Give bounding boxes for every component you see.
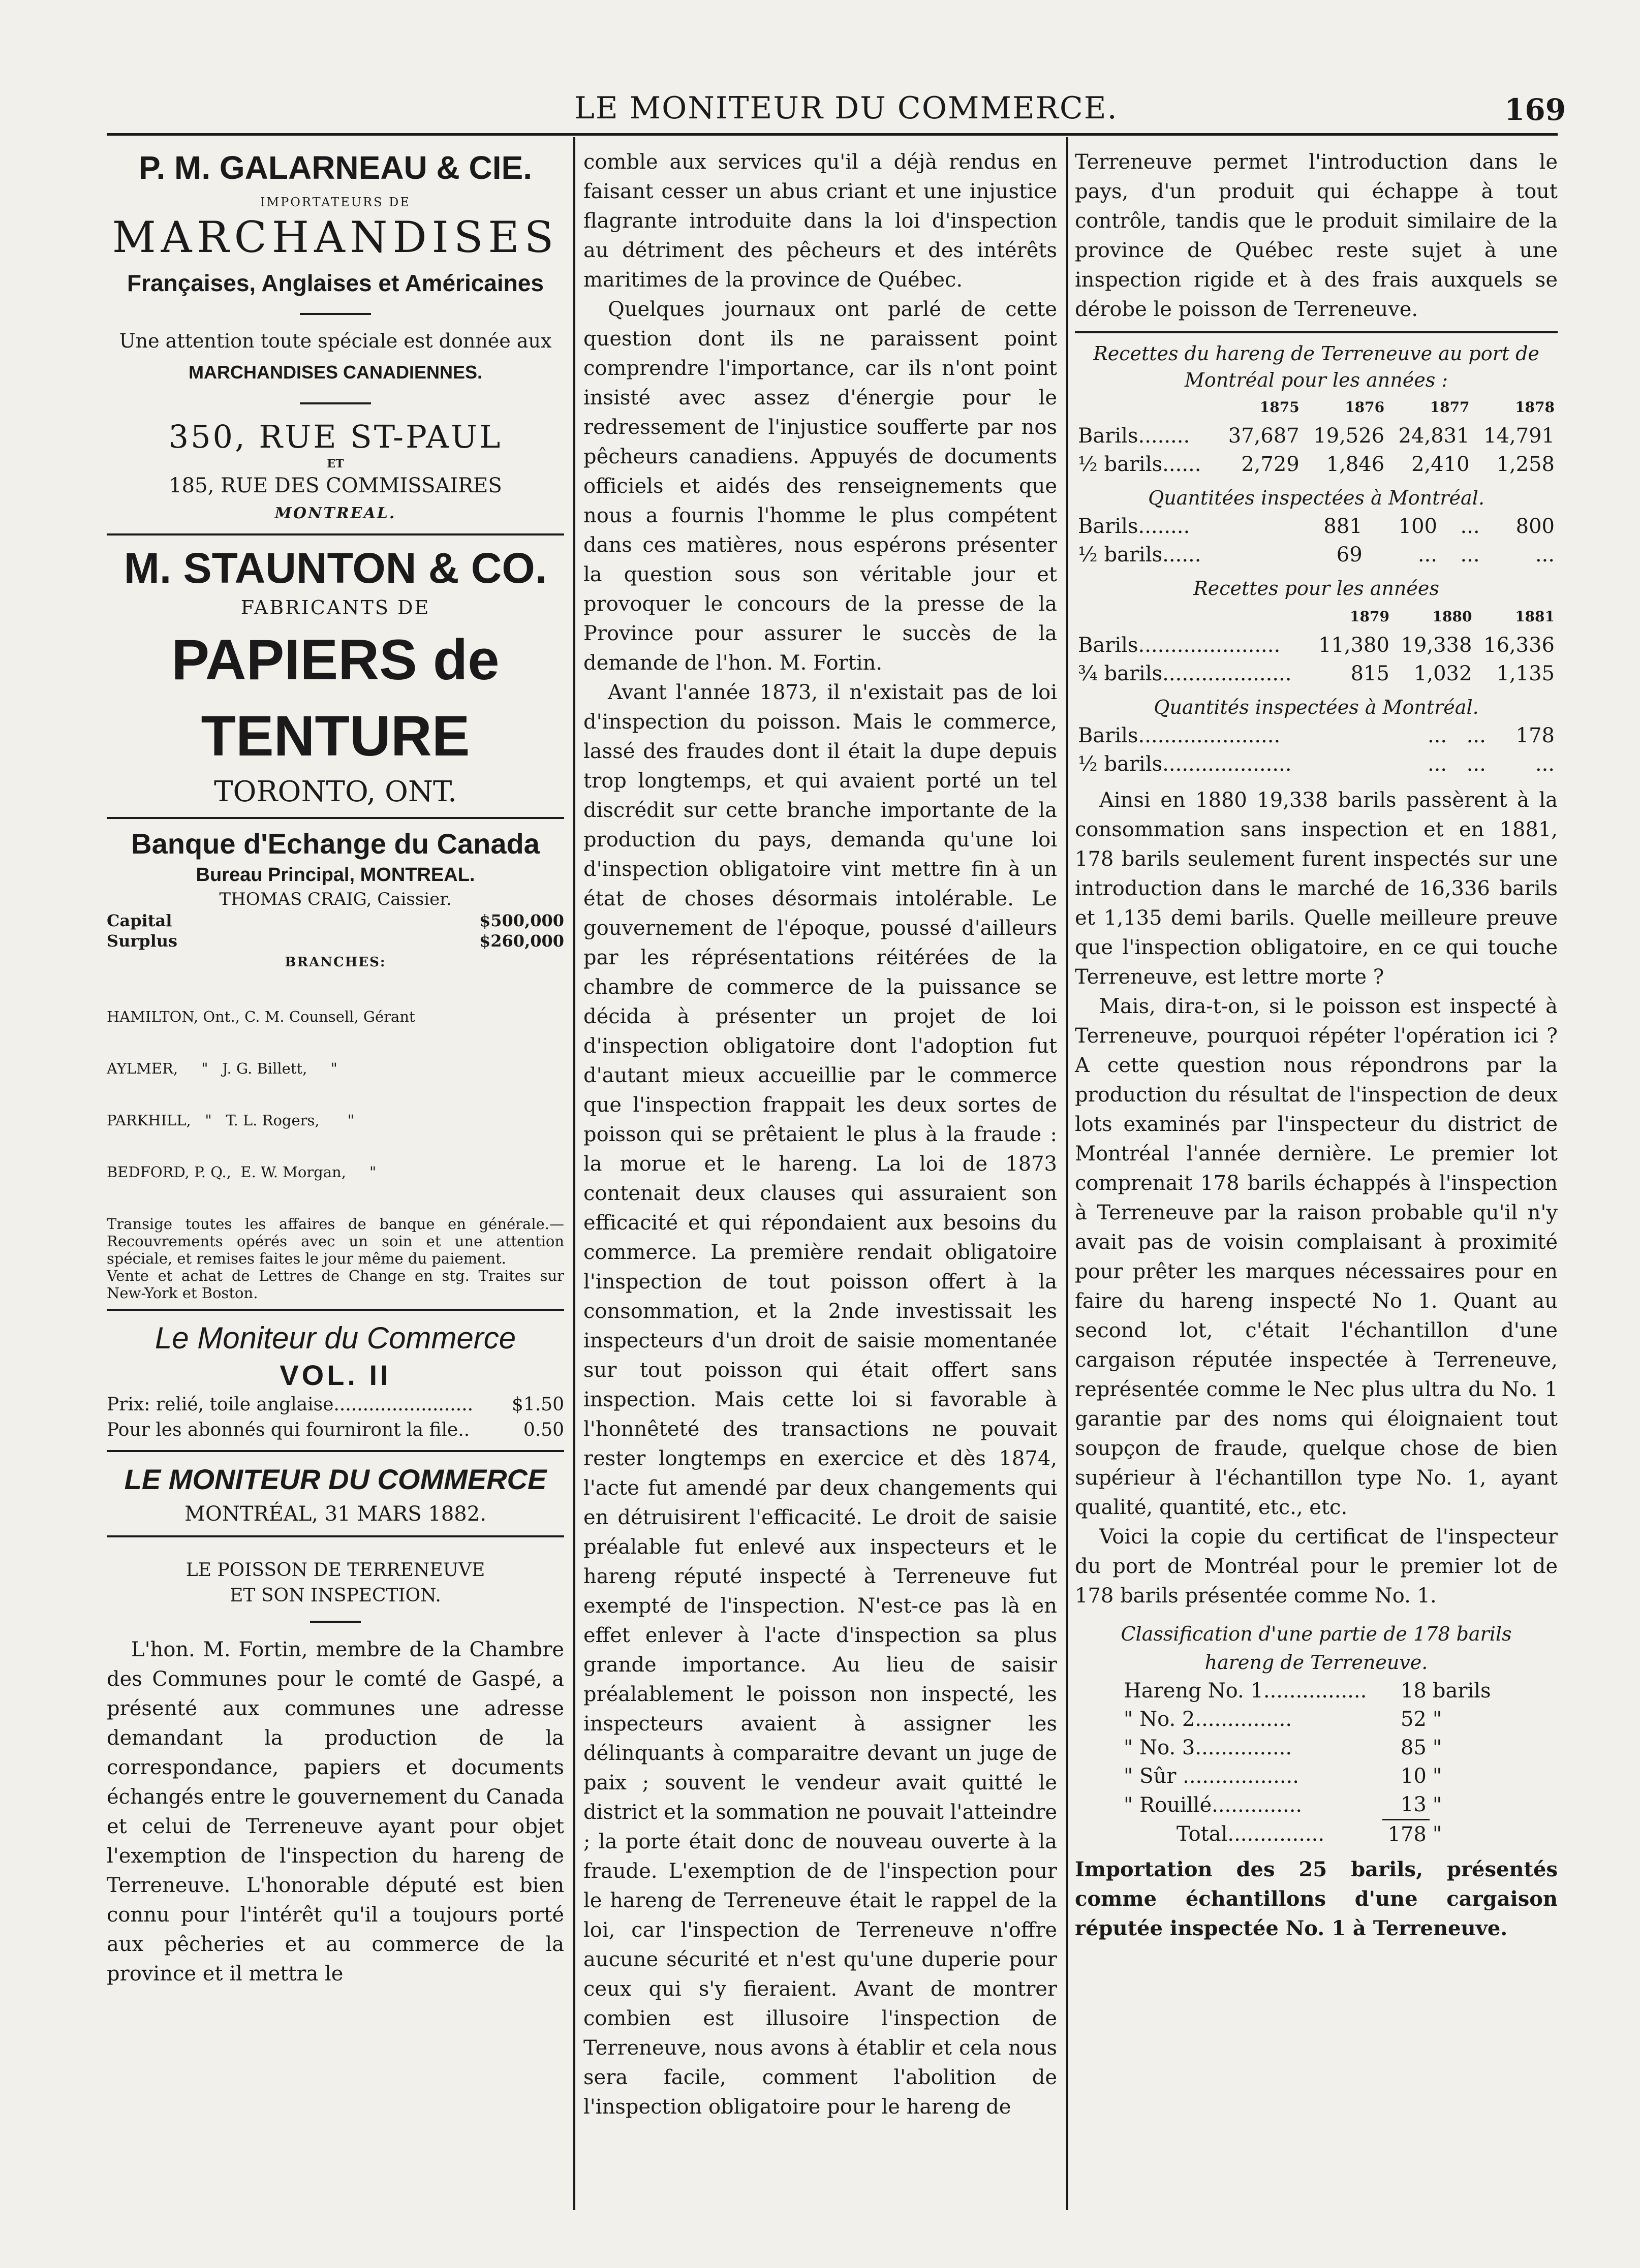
classification-table <box>1121 1677 1497 1849</box>
cell: 85 <box>1400 1736 1427 1759</box>
galarneau-et: ET <box>327 457 344 470</box>
table-receipts-1875-1878 <box>1075 393 1558 479</box>
separator <box>300 402 371 404</box>
table-row <box>1121 1677 1497 1705</box>
cell: ... <box>1535 543 1555 566</box>
banque-capital-row <box>107 910 564 931</box>
cell: 18 <box>1400 1679 1427 1703</box>
cell: ... <box>1535 752 1555 776</box>
unit: " <box>1432 1765 1442 1788</box>
galarneau-origins: Françaises, Anglaises et Américaines <box>127 270 544 296</box>
branch-item: PARKHILL, " T. L. Rogers, " <box>107 1112 355 1129</box>
ad-galarneau <box>107 147 564 526</box>
page-number: 169 <box>1504 92 1566 127</box>
galarneau-attention: Une attention toute spéciale est donnée aux <box>119 330 552 352</box>
cell: 24,831 <box>1398 424 1470 448</box>
galarneau-address1: 350, RUE ST-PAUL <box>168 418 503 455</box>
galarneau-canadian: MARCHANDISES CANADIENNES. <box>188 362 483 383</box>
row-label: Barils........ <box>1078 424 1190 448</box>
masthead-date: MONTRÉAL, 31 MARS 1882. <box>184 1502 486 1526</box>
article-paragraph: Avant l'année 1873, il n'existait pas de loi d'inspection du poisson. Mais le commerce, lassé des fraudes dont il était la dupe depuis trop longtemps, et qui avaient porté un tel discrédit sur cette branche importante de la production du pays, demanda qu'une loi d'inspection obligatoire vint mettre fin à un état de choses désormais intolérable. Le gouvernement de l'époque, poussé d'ailleurs par les réprésentations réitérées de la chambre de commerce de la puissance se décida à présenter un projet de loi d'inspection obligatoire dont l'adoption fut d'autant mieux accueillie par le commerce que l'inspection frappait les deux sortes de poisson qui se prêtaient le plus à la fraude : la morue et le hareng. La loi de 1873 contenait deux clauses qui assuraient son efficacité et qui répondaient aux besoins du commerce. La première rendait obligatoire l'inspection de tout poisson offert à la consommation, et la 2nde investissait les inspecteurs d'un droit de saisie momentanée sur tout poisson qui était offert sans inspection. Mais cette loi si favorable à l'honnêteté des transactions ne pouvait rester longtemps en exercice et dès 1874, l'acte fut amendé par deux changements qui en détruisirent l'efficacité. Le droit de saisie préalable fut enlevé aux inspecteurs et le hareng réputé inspecté à Terreneuve fut exempté de l'inspection. N'est-ce pas là en effet enlever à l'acte d'inspection sa plus grande importance. Au lieu de saisir préalablement le poisson non inspecté, les inspecteurs avaient à assigner les délinquants à comparaitre devant un juge de paix ; souvent le vendeur avait quitté le district et la sommation ne pouvait l'atteindre ; la porte était donc de nouveau ouverte à la fraude. L'exemption de de l'inspection pour le hareng de Terreneuve était le rappel de la loi, car l'inspection de Terreneuve n'offre aucune sécurité et n'est qu'une duperie pour ceux qui s'y fieraient. Avant de montrer combien est illusoire l'inspection de Terreneuve, nous avons à établir et cela nous sera facile, comment l'abolition de l'inspection obligatoire pour le hareng de <box>583 681 1057 2119</box>
cell: 19,526 <box>1313 424 1385 448</box>
table-receipts-1879-1881 <box>1075 603 1558 688</box>
table-row <box>1075 659 1558 688</box>
galarneau-city: MONTREAL. <box>274 505 396 522</box>
row-label: ¾ barils.................... <box>1078 662 1292 685</box>
article-paragraph: comble aux services qu'il a déjà rendus en faisant cesser un abus criant et une injustice flagrante introduite dans la loi d'inspection au détriment des pêcheurs et des intérêts maritimes de la province de Québec. <box>583 150 1057 292</box>
cell: 178 <box>1515 724 1555 747</box>
separator <box>300 313 371 315</box>
cell: 1,135 <box>1496 662 1555 685</box>
cell: 2,729 <box>1241 453 1299 476</box>
table-row <box>1075 631 1558 659</box>
cell: ... <box>1466 752 1486 776</box>
row-label: ½ barils.................... <box>1078 752 1292 776</box>
branch-list <box>107 973 564 1215</box>
table-total-row <box>1121 1820 1497 1849</box>
article-paragraph: Voici la copie du certificat de l'inspecteur du port de Montréal pour le premier lot de 178 barils présentée comme No. 1. <box>1075 1525 1558 1608</box>
classification-title-1: Classification d'une partie de 178 barils <box>1121 1623 1512 1645</box>
article-title-line2: ET SON INSPECTION. <box>230 1585 441 1606</box>
cell: 178 <box>1387 1823 1427 1846</box>
moniteur-price2 <box>107 1418 564 1443</box>
column-divider-1 <box>573 137 575 2210</box>
cell: 1,846 <box>1326 453 1385 476</box>
table-row <box>1121 1762 1497 1790</box>
price1-value: $1.50 <box>511 1394 564 1415</box>
cell: 13 <box>1382 1790 1430 1820</box>
table-row <box>1075 422 1558 450</box>
moniteur-vol: VOL. II <box>280 1359 391 1391</box>
unit: " <box>1432 1822 1442 1846</box>
branch-item: BEDFORD, P. Q., E. W. Morgan, " <box>107 1163 377 1181</box>
cell: 815 <box>1350 662 1389 685</box>
row-label: ½ barils...... <box>1078 543 1201 566</box>
column-3 <box>1075 147 1558 1943</box>
branch-item: AYLMER, " J. G. Billett, " <box>107 1060 337 1077</box>
cell: 1,258 <box>1496 453 1555 476</box>
article-paragraph: Importation des 25 barils, présentés comme échantillons d'une cargaison réputée inspectée No. 1 à Terreneuve. <box>1075 1857 1558 1940</box>
ad-moniteur <box>107 1318 564 1443</box>
row-label: " Rouillé.............. <box>1124 1793 1303 1817</box>
article-heading <box>107 1558 564 1623</box>
cell: 19,338 <box>1401 634 1472 657</box>
column-2 <box>583 147 1057 2122</box>
capital-label: Capital <box>107 911 172 930</box>
year-header: 1881 <box>1515 608 1555 625</box>
table-header-row <box>1075 603 1558 631</box>
separator <box>107 1450 564 1452</box>
header-rule <box>107 133 1558 136</box>
staunton-product: PAPIERS de TENTURE <box>171 628 500 768</box>
masthead-title: LE MONITEUR DU COMMERCE <box>124 1463 547 1495</box>
column-1 <box>107 147 564 1989</box>
banque-note: Transige toutes les affaires de banque en générale.—Recouvrements opérés avec un soin et une attention spéciale, et remises faites le jour même du paiement. <box>107 1215 564 1267</box>
banque-surplus-row <box>107 931 564 951</box>
staunton-name: M. STAUNTON & CO. <box>123 544 547 592</box>
cell: 881 <box>1323 515 1363 538</box>
unit: " <box>1432 1708 1442 1731</box>
cell: 2,410 <box>1411 453 1470 476</box>
galarneau-address2: 185, RUE DES COMMISSAIRES <box>169 474 502 497</box>
cell: ... <box>1466 724 1486 747</box>
table-row <box>1075 450 1558 479</box>
cell: 800 <box>1515 515 1555 538</box>
banque-caissier: THOMAS CRAIG, Caissier. <box>219 889 452 909</box>
year-header: 1879 <box>1350 608 1389 625</box>
cell: 69 <box>1336 543 1363 566</box>
row-label: Barils........ <box>1078 515 1190 538</box>
moniteur-title: Le Moniteur du Commerce <box>154 1321 516 1355</box>
row-label: " Sûr .................. <box>1124 1765 1299 1788</box>
cell: 37,687 <box>1228 424 1299 448</box>
article-paragraph: Ainsi en 1880 19,338 barils passèrent à la consommation sans inspection et en 1881, 178 barils seulement furent inspectés sur une introduction dans le marché de 16,336 barils et 1,135 demi barils. Quelle meilleure preuve que l'inspection obligatoire, en ce qui touche Terreneuve, est lettre morte ? <box>1075 789 1558 989</box>
table3-title: Recettes pour les années <box>1193 577 1439 600</box>
unit: " <box>1432 1736 1442 1759</box>
banque-bureau: Bureau Principal, MONTREAL. <box>196 864 475 886</box>
cell: ... <box>1417 543 1437 566</box>
moniteur-price1 <box>107 1392 564 1418</box>
article-paragraph: Mais, dira-t-on, si le poisson est inspecté à Terreneuve, pourquoi répéter l'opération ici ? A cette question nous répondrons par la production du résultat de l'inspection de deux lots examinés par l'inspecteur du district de Montréal l'année dernière. Le premier lot comprenait 178 barils échappés à l'inspection à Terreneuve par la raison probable qu'il n'y avait pas de voisin complaisant à proximité pour prêter les marques nécessaires pour en faire du hareng inspecté No 1. Quant au second lot, c'était l'échantillon d'une cargaison réputée inspectée à Terreneuve, représentée comme le Nec plus ultra du No. 1 garantie par des noms qui éloignaient tout soupçon de fraude, quelque chose de bien supérieur à l'échantillon type No. 1, ayant qualité, quantité, etc., etc. <box>1075 995 1558 1519</box>
separator <box>1075 331 1558 333</box>
price2-label: Pour les abonnés qui fourniront la file.. <box>107 1420 470 1440</box>
article-title-line1: LE POISSON DE TERRENEUVE <box>185 1560 485 1581</box>
surplus-value: $260,000 <box>479 931 564 951</box>
table-row <box>1121 1734 1497 1762</box>
cell: ... <box>1460 515 1480 538</box>
price1-label: Prix: relié, toile anglaise........................ <box>107 1394 474 1415</box>
separator <box>107 533 564 536</box>
cell: 10 <box>1400 1765 1427 1788</box>
separator <box>107 1309 564 1311</box>
galarneau-name: P. M. GALARNEAU & CIE. <box>139 149 532 186</box>
row-label: Barils...................... <box>1078 634 1281 657</box>
unit: " <box>1432 1793 1442 1817</box>
year-header: 1878 <box>1515 399 1555 416</box>
year-header: 1880 <box>1432 608 1472 625</box>
year-header: 1875 <box>1259 399 1299 416</box>
cell: ... <box>1427 724 1447 747</box>
table2-title: Quantitées inspectées à Montréal. <box>1148 487 1484 509</box>
cell: 1,032 <box>1413 662 1472 685</box>
staunton-makers: FABRICANTS DE <box>240 596 430 619</box>
ad-staunton <box>107 543 564 810</box>
classification-title-2: hareng de Terreneuve. <box>1204 1651 1428 1674</box>
row-label: Hareng No. 1................ <box>1124 1679 1367 1703</box>
table-row <box>1075 750 1558 778</box>
article-paragraph: Quelques journaux ont parlé de cette question dont ils ne paraissent point comprendre l'importance, car ils n'ont point insisté avec assez d'énergie pour le redressement de l'injustice soufferte par nos pêcheurs canadiens. Appuyés de documents officiels et aidés des renseignements que nous a fournis l'homme le plus compétent dans ces matières, nous espérons présenter la question sous son véritable jour et provoquer le concours de la presse de la Province pour assurer le succès de la demande de l'hon. M. Fortin. <box>583 298 1057 675</box>
cell: ... <box>1460 543 1480 566</box>
table4-title: Quantités inspectées à Montréal. <box>1154 696 1479 718</box>
ad-banque <box>107 826 564 1302</box>
table-inspected-1879-1881 <box>1075 721 1558 778</box>
cell: 16,336 <box>1483 634 1555 657</box>
article-paragraph: Terreneuve permet l'introduction dans le pays, d'un produit qui échappe à tout contrôle, tandis que le produit similaire de la province de Québec reste sujet à une inspection rigide et à des frais auxquels se dérobe le poisson de Terreneuve. <box>1075 150 1558 321</box>
cell: ... <box>1427 752 1447 776</box>
table-row <box>1075 541 1558 569</box>
table-inspected-1875-1878 <box>1075 512 1558 569</box>
year-header: 1877 <box>1430 399 1470 416</box>
row-label: " No. 2............... <box>1124 1708 1292 1731</box>
article-paragraph: L'hon. M. Fortin, membre de la Chambre des Communes pour le comté de Gaspé, a présenté aux communes une adresse demandant la production de la correspondance, papiers et documents échangés entre le gouvernement du Canada et celui de Terreneuve ayant pour objet l'exemption de l'inspection du hareng de Terreneuve. L'honorable député est bien connu pour l'intérêt qu'il a toujours porté aux pêcheries et au commerce de la province et il mettra le <box>107 1638 564 1986</box>
cell: 52 <box>1400 1708 1427 1731</box>
price2-value: 0.50 <box>523 1420 564 1440</box>
table-header-row <box>1075 393 1558 422</box>
separator <box>310 1621 361 1623</box>
row-label: Total............... <box>1177 1822 1325 1846</box>
masthead <box>107 1459 564 1528</box>
year-header: 1876 <box>1345 399 1385 416</box>
separator <box>107 1535 564 1537</box>
table-row <box>1121 1705 1497 1734</box>
table-row <box>1075 512 1558 541</box>
header-title: LE MONITEUR DU COMMERCE. <box>574 90 1118 126</box>
cell: 100 <box>1398 515 1437 538</box>
row-label: " No. 3............... <box>1124 1736 1292 1759</box>
galarneau-merchandise: MARCHANDISES <box>112 212 559 262</box>
row-label: Barils...................... <box>1078 724 1281 747</box>
branch-item: HAMILTON, Ont., C. M. Counsell, Gérant <box>107 1008 415 1025</box>
banque-name: Banque d'Echange du Canada <box>131 828 540 860</box>
separator <box>107 817 564 819</box>
staunton-city: TORONTO, ONT. <box>214 775 457 808</box>
surplus-label: Surplus <box>107 931 178 951</box>
galarneau-importers: IMPORTATEURS DE <box>260 195 411 209</box>
table-row <box>1121 1790 1497 1820</box>
table1-title: Recettes du hareng de Terreneuve au port de Montréal pour les années : <box>1093 342 1539 391</box>
table-row <box>1075 721 1558 750</box>
banque-note: Vente et achat de Lettres de Change en stg. Traites sur New-York et Boston. <box>107 1267 564 1302</box>
branches-label: BRANCHES: <box>285 955 386 970</box>
unit: barils <box>1432 1679 1491 1703</box>
column-divider-2 <box>1066 137 1068 2210</box>
cell: 11,380 <box>1318 634 1389 657</box>
cell: 14,791 <box>1483 424 1555 448</box>
capital-value: $500,000 <box>479 911 564 930</box>
page-header <box>559 85 1566 131</box>
row-label: ½ barils...... <box>1078 453 1201 476</box>
